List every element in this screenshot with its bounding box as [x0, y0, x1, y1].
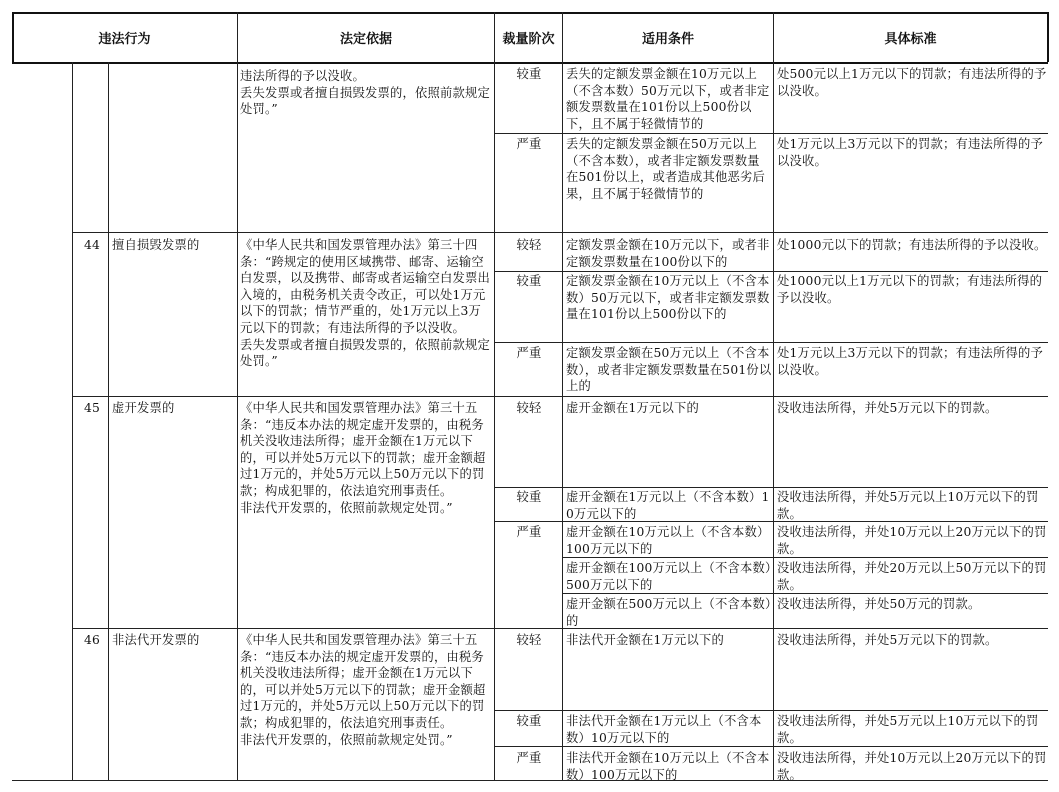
- level-label: 较重: [516, 274, 542, 288]
- table-border: [12, 780, 1048, 781]
- table-border: [1047, 12, 1049, 62]
- standard-text: 处1万元以上3万元以下的罚款；有违法所得的予以没收。: [777, 346, 1043, 377]
- condition-text: 虚开金额在1万元以上（不含本数）10万元以下的: [566, 490, 770, 521]
- header-act: 违法行为: [98, 31, 151, 47]
- condition-text: 虚开金额在500万元以上（不含本数）的: [566, 597, 772, 628]
- standard-text: 处1000元以上1万元以下的罚款；有违法所得的予以没收。: [777, 274, 1043, 305]
- standard-text: 没收违法所得，并处5万元以下的罚款。: [777, 633, 998, 647]
- basis-text: 《中华人民共和国发票管理办法》第三十五条：“违反本办法的规定虚开发票的，由税务机关没收违法所得；虚开金额在1万元以下的，可以并处5万元以下的罚款；虚开金额超过1万元的，并处5万元以上50万元以下的罚款；构成犯罪的，依法追究刑事责任。 非法代开发票的，依照前款规定处罚。”: [240, 401, 486, 515]
- header-divider: [12, 62, 1048, 64]
- row-number: 46: [83, 633, 101, 647]
- condition-text: 非法代开金额在1万元以下的: [566, 633, 724, 647]
- act-text: 虚开发票的: [112, 401, 175, 415]
- condition-text: 定额发票金额在50万元以上（不含本数），或者非定额发票数量在501份以上的: [566, 346, 772, 394]
- condition-text: 定额发票金额在10万元以下，或者非定额发票数量在100份以下的: [566, 238, 770, 269]
- condition-text: 虚开金额在10万元以上（不含本数）100万元以下的: [566, 525, 770, 556]
- standard-text: 没收违法所得，并处5万元以上10万元以下的罚款。: [777, 714, 1039, 745]
- subrow-divider: [494, 271, 1048, 272]
- act-text: 擅自损毁发票的: [112, 238, 200, 252]
- level-label: 较轻: [516, 633, 542, 647]
- basis-text: 违法所得的予以没收。 丢失发票或者擅自损毁发票的，依照前款规定处罚。”: [240, 69, 490, 117]
- subrow-divider: [494, 746, 1048, 747]
- level-label: 严重: [516, 751, 542, 765]
- condition-text: 非法代开金额在10万元以上（不含本数）100万元以下的: [566, 751, 770, 782]
- standard-text: 没收违法所得，并处10万元以上20万元以下的罚款。: [777, 525, 1047, 556]
- row-divider: [72, 396, 1048, 397]
- subrow-divider: [494, 133, 1048, 134]
- standard-text: 没收违法所得，并处5万元以上10万元以下的罚款。: [777, 490, 1039, 521]
- header-condition: 适用条件: [641, 31, 694, 47]
- standard-text: 没收违法所得，并处10万元以上20万元以下的罚款。: [777, 751, 1047, 782]
- subrow-divider: [562, 593, 1048, 594]
- table-border: [12, 12, 14, 62]
- subrow-divider: [494, 710, 1048, 711]
- condition-text: 非法代开金额在1万元以上（不含本数）10万元以下的: [566, 714, 762, 745]
- standard-text: 处1万元以上3万元以下的罚款；有违法所得的予以没收。: [777, 137, 1043, 168]
- level-label: 较重: [516, 67, 542, 81]
- level-label: 严重: [516, 346, 542, 360]
- column-divider: [72, 62, 73, 780]
- standard-text: 处1000元以下的罚款；有违法所得的予以没收。: [777, 238, 1047, 252]
- standard-text: 没收违法所得，并处5万元以下的罚款。: [777, 401, 998, 415]
- condition-text: 虚开金额在1万元以下的: [566, 401, 699, 415]
- level-label: 严重: [516, 137, 542, 151]
- level-label: 较重: [516, 490, 542, 504]
- subrow-divider: [494, 487, 1048, 488]
- basis-text: 《中华人民共和国发票管理办法》第三十四条：“跨规定的使用区域携带、邮寄、运输空白发票，以及携带、邮寄或者运输空白发票出入境的，由税务机关责令改正，可以处1万元以下的罚款；情节严重的，处1万元以上3万元以下的罚款；有违法所得的予以没收。 丢失发票或者擅自损毁发票的，依照前款规定处罚。”: [240, 238, 490, 369]
- standard-text: 处500元以上1万元以下的罚款；有违法所得的予以没收。: [777, 67, 1047, 98]
- condition-text: 丢失的定额发票金额在50万元以上（不含本数），或者非定额发票数量在501份以上，或者造成其他恶劣后果，且不属于轻微情节的: [566, 137, 766, 201]
- condition-text: 虚开金额在100万元以上（不含本数）500万元以下的: [566, 561, 772, 592]
- standard-text: 没收违法所得，并处50万元的罚款。: [777, 597, 981, 611]
- level-label: 严重: [516, 525, 542, 539]
- level-label: 较重: [516, 714, 542, 728]
- row-number: 44: [83, 238, 101, 252]
- row-divider: [72, 628, 1048, 629]
- subrow-divider: [494, 521, 1048, 522]
- subrow-divider: [494, 342, 1048, 343]
- level-label: 较轻: [516, 238, 542, 252]
- condition-text: 定额发票金额在10万元以上（不含本数）50万元以下，或者非定额发票数量在101份以上500份以下的: [566, 274, 770, 322]
- subrow-divider: [562, 557, 1048, 558]
- header-basis: 法定依据: [339, 31, 392, 47]
- row-divider: [72, 232, 1048, 233]
- row-number: 45: [83, 401, 101, 415]
- condition-text: 丢失的定额发票金额在10万元以上（不含本数）50万元以下，或者非定额发票数量在101份以上500份以下，且不属于轻微情节的: [566, 67, 770, 131]
- header-standard: 具体标准: [884, 31, 937, 47]
- act-text: 非法代开发票的: [112, 633, 200, 647]
- standard-text: 没收违法所得，并处20万元以上50万元以下的罚款。: [777, 561, 1047, 592]
- table-border: [12, 12, 1048, 14]
- level-label: 较轻: [516, 401, 542, 415]
- column-divider: [108, 62, 109, 780]
- header-level: 裁量阶次: [502, 31, 555, 47]
- basis-text: 《中华人民共和国发票管理办法》第三十五条：“违反本办法的规定虚开发票的，由税务机关没收违法所得；虚开金额在1万元以下的，可以并处5万元以下的罚款；虚开金额超过1万元的，并处5万元以上50万元以下的罚款；构成犯罪的，依法追究刑事责任。 非法代开发票的，依照前款规定处罚。”: [240, 633, 486, 747]
